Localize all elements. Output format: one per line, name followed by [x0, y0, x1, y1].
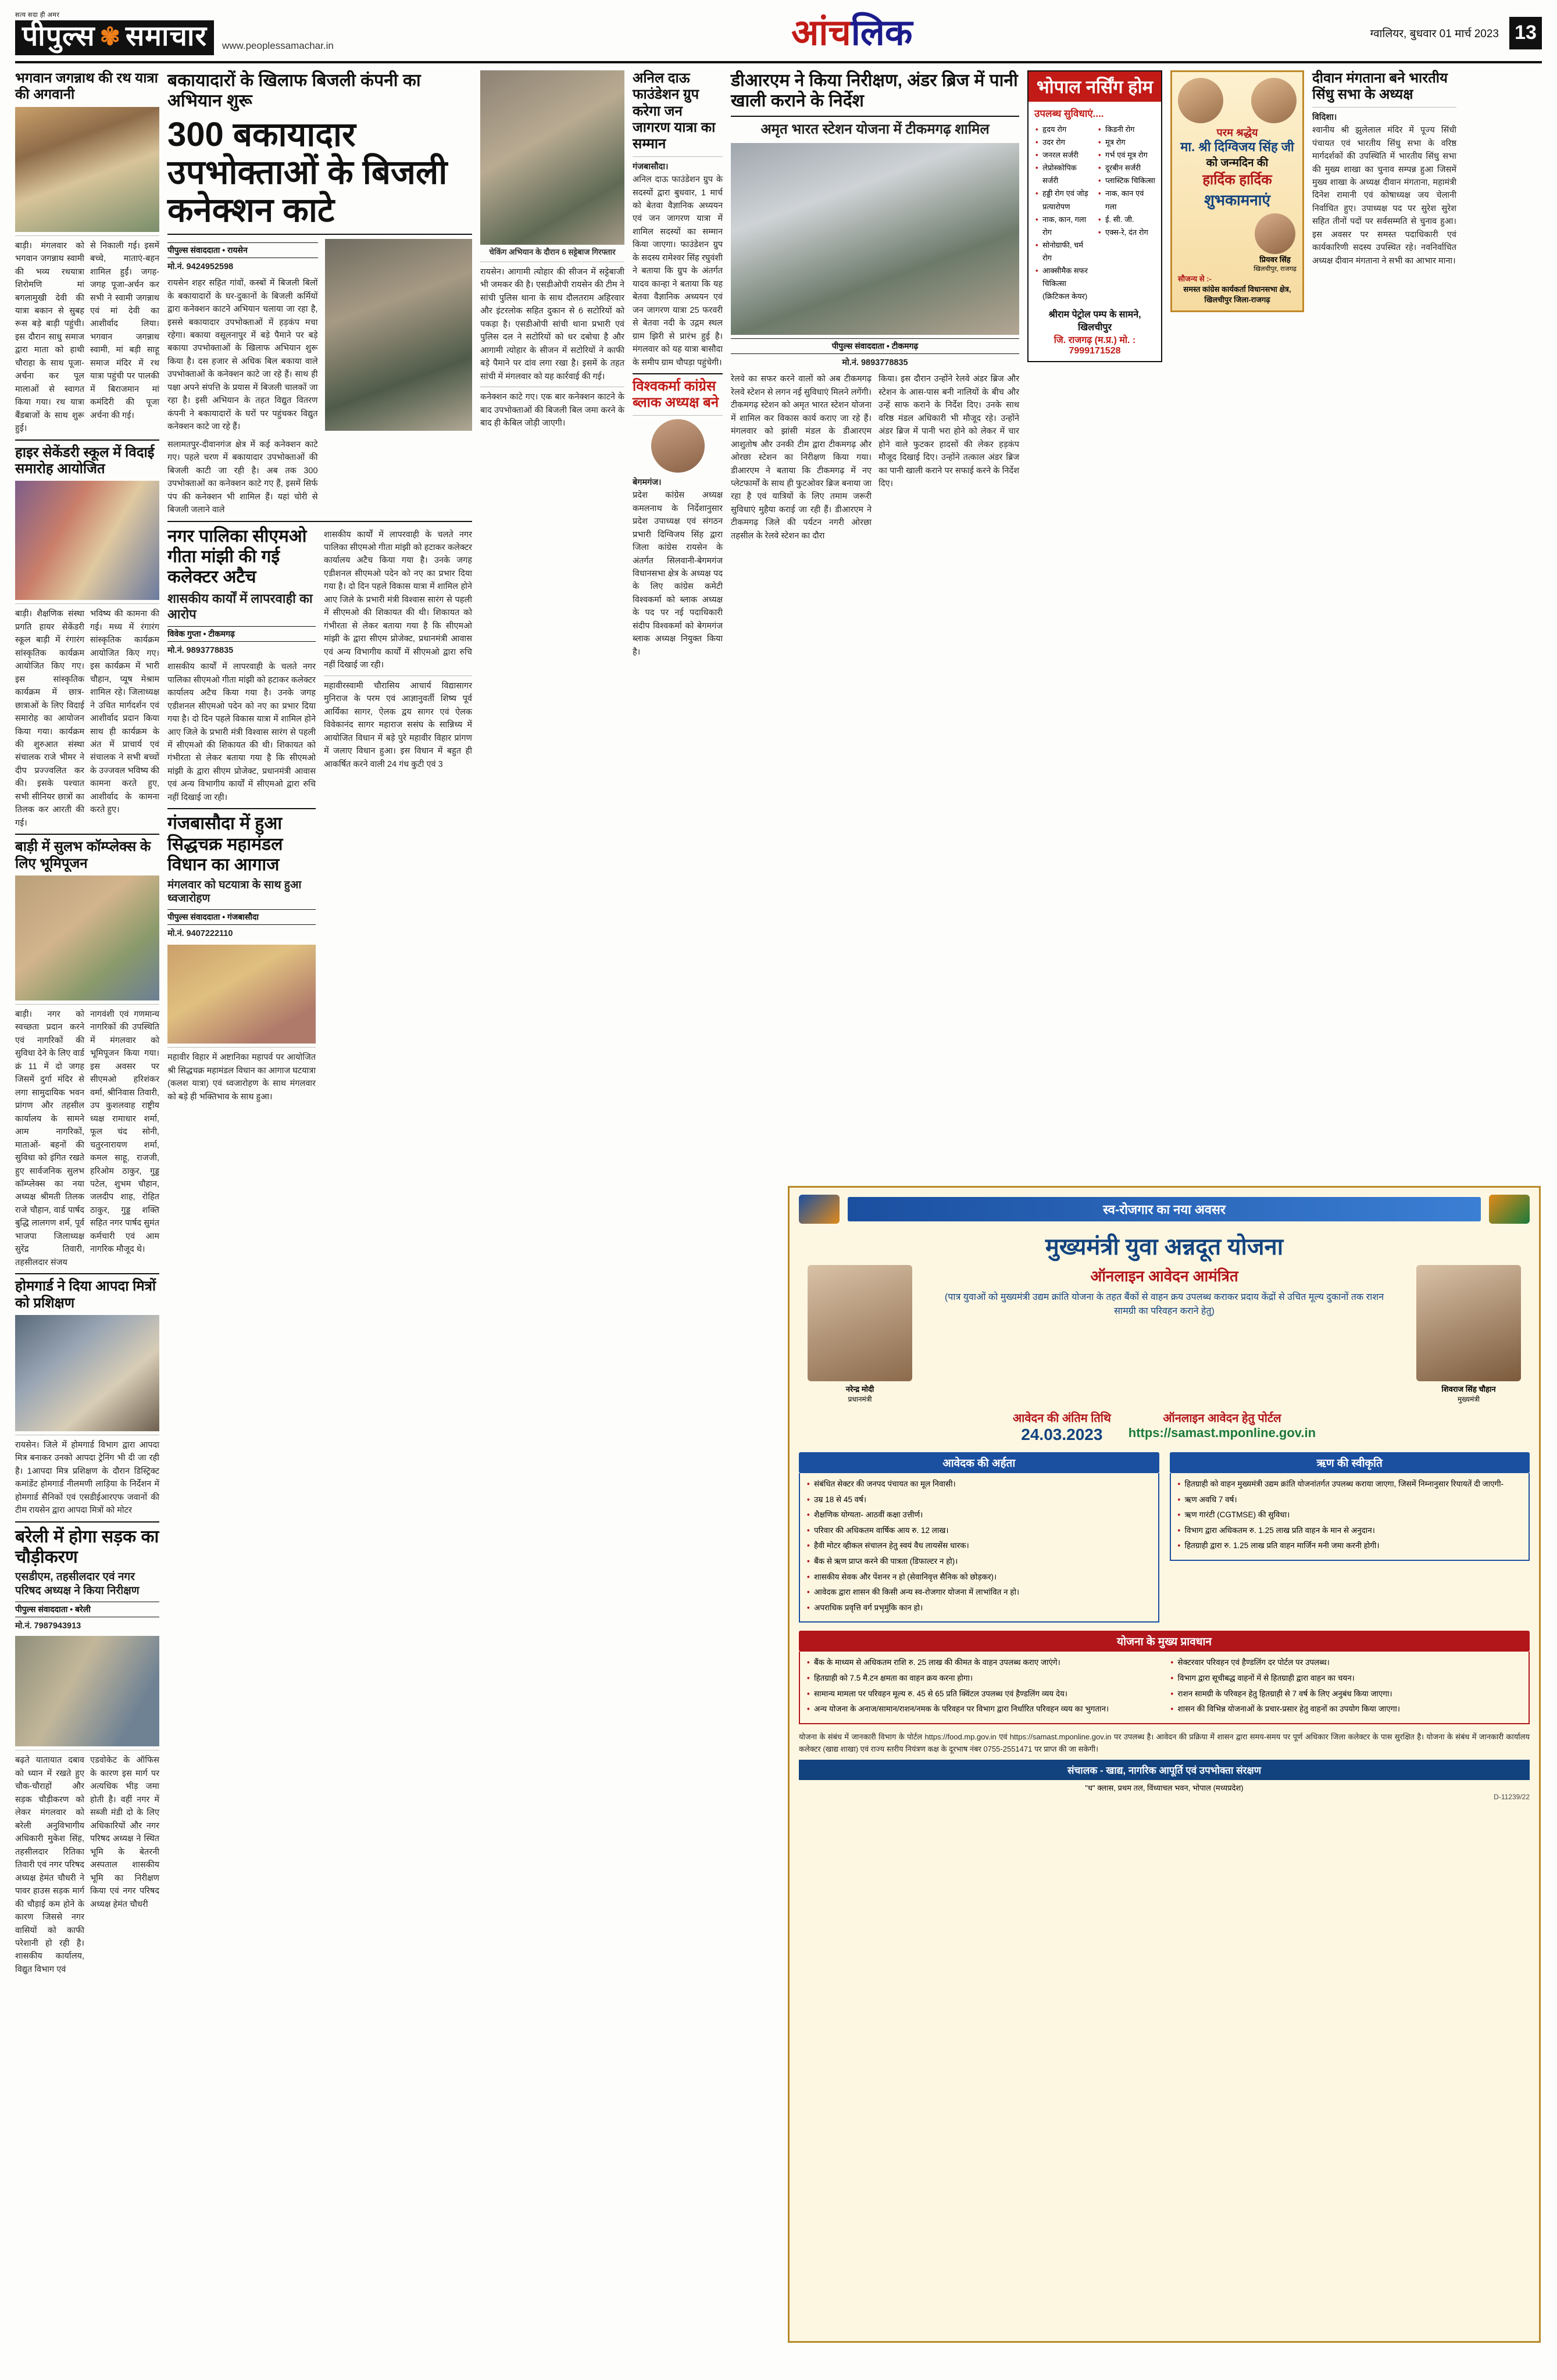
- column-4: [480, 70, 624, 2361]
- cm-name: शिवराज सिंह चौहान: [1441, 1385, 1496, 1393]
- subheadline: मंगलवार को घटयात्रा के साथ हुआ ध्वजारोहण: [167, 878, 302, 905]
- kicker: बकायादारों के खिलाफ बिजली कंपनी का अभियान शुरू: [167, 71, 421, 111]
- ad-service-item: • हड्डी रोग एवं जोड़ प्रत्यारोपण: [1042, 187, 1092, 213]
- eligibility-box-header: आवेदक की अर्हता: [799, 1452, 1159, 1473]
- ad-service-item: • सोनोग्राफी, चर्म रोग: [1042, 239, 1092, 265]
- byline: पीपुल्स संवाददाता • टीकमगढ़: [731, 338, 1019, 354]
- loan-box-body: [1170, 1473, 1530, 1561]
- body-text-2: नागवंशी एवं गणमान्य नागरिकों की उपस्थिति में मंगलवार को भूमिपूजन किया गया। इस अवसर पर सीएमओ हरिशंकर वर्मा, श्रीनिवास तिवारी, उप कुशलवाह राष्ट्रीय ध्यक्ष रामाधार शर्मा, फूल चंद सोनी, चतुरनारायण शर्मा, कमल साहू, राजजी, हरिओम ठाकुर, गुड्ड पटेल, शुभम चौहान, जलदीप शाह, रोहित ठाकुर, गुड्ड शक्ति सहित नगर पार्षद सुमंत कर्मचारी एवं आम नागरिक मौजूद थे।: [90, 1009, 159, 1255]
- deadline-value: 24.03.2023: [1021, 1425, 1103, 1443]
- headline: होमगार्ड ने दिया आपदा मित्रों को प्रशिक्षण: [15, 1278, 156, 1311]
- headline: बरेली में होगा सड़क का चौड़ीकरण: [15, 1527, 159, 1567]
- portrait-right: [1251, 78, 1297, 123]
- sponsor-text: समस्त कांग्रेस कार्यकर्ता विधानसभा क्षेत्र, खिलचीपुर जिला-राजगढ़: [1183, 285, 1291, 305]
- body-text: शासकीय कार्यों में लापरवाही के चलते नगर पालिका सीएमओ गीता मांझी को हटाकर कलेक्टर कार्यालय अटैच किया गया है। उनके जगह एडीशनल सीएमओ पदेन को नए का प्रभार दिया गया है। दो दिन पहले विकास यात्रा में शामिल होने आए जिले के प्रभारी मंत्री विश्वास सारंग से पहली में सीएमओ की शिकायत की थी। शिकायत को गंभीरता से लेकर बताया गया है कि सीएमओ मांझी के द्वारा सीएम प्रोजेक्ट, प्रधानमंत्री आवास एवं अन्य विभागीय कार्यों में सीएमओ द्वारा रुचि नहीं दिखाई जा रही।: [167, 662, 316, 802]
- ad-service-item: • आक्सीमैक सफर चिकित्सा (क्रिटिकल केयर): [1042, 265, 1092, 303]
- body-text-2: एडवोकेट के ऑफिस के कारण इस मार्ग पर अत्यधिक भीड़ जमा होती है। वहीं नगर में सब्जी मंडी दो के लिए अधिकारियों और नगर परिषद अध्यक्ष ने स्थित भूमि के बेतरनी अस्पताल शासकीय भूमि का निरीक्षण किया एवं नगर परिषद अध्यक्ष हेमंत चौधरी: [90, 1756, 159, 1909]
- article-siddhachakra: [167, 813, 316, 1103]
- scheme-subtitle: ऑनलाइन आवेदन आमंत्रित: [1090, 1267, 1238, 1285]
- checking-photo: [480, 70, 624, 245]
- loan-item: • हितग्राही द्वारा रु. 1.25 लाख प्रति वाहन मार्जिन मनी जमा करनी होगी।: [1185, 1539, 1523, 1552]
- ad-service-item: • प्लास्टिक चिकित्सा: [1105, 174, 1155, 187]
- ad-services-right: [1097, 123, 1155, 303]
- ad-service-item: • नाक, कान, गला रोग: [1042, 213, 1092, 239]
- g20-logo-icon: [799, 1195, 840, 1224]
- headline: दीवान मंगताना बने भारतीय सिंधु सभा के अध्यक्ष: [1312, 70, 1448, 103]
- ad-service-item: • नाक, कान एवं गला: [1105, 187, 1155, 213]
- article-photo: [15, 481, 159, 600]
- masthead-left: [15, 10, 334, 55]
- eligibility-item: • संबंधित सेक्टर की जनपद पंचायत का मूल निवासी।: [814, 1478, 1152, 1491]
- byline: पीपुल्स संवाददाता • रायसेन: [167, 242, 318, 258]
- pm-photo: [808, 1265, 912, 1381]
- sponsor-location: खिलचीपुर, राजगढ़: [1254, 266, 1297, 273]
- provision-item: • हितग्राही को 7.5 मै.टन क्षमता का वाहन क्रय करना होगा।: [814, 1672, 1159, 1685]
- headline: अनिल दाऊ फाउंडेशन ग्रुप करेगा जन जागरण यात्रा का सम्मान: [633, 70, 716, 152]
- byline: पीपुल्स संवाददाता • गंजबासौदा: [167, 909, 316, 925]
- pm-name: नरेन्द्र मोदी: [845, 1385, 874, 1393]
- ad-birthday-greeting: [1170, 70, 1304, 312]
- provision-item: • शासन की विभिन्न योजनाओं के प्रचार-प्रसार हेतु वाहनों का उपयोग किया जाएगा।: [1178, 1703, 1523, 1716]
- provision-item: • विभाग द्वारा सूचीबद्ध वाहनों में से हितग्राही द्वारा वाहन का चयन।: [1178, 1672, 1523, 1685]
- article-anil-dau: [633, 70, 723, 369]
- body-text: महावीर विहार में अष्टानिका महापर्व पर आयोजित श्री सिद्धचक्र महामंडल विधान का आगाज घटयात्रा (कलश यात्रा) एवं ध्वजारोहण के साथ मंगलवार को बड़े ही भक्तिभाव के साथ हुआ।: [167, 1053, 316, 1102]
- edition-date: ग्वालियर, बुधवार 01 मार्च 2023: [1370, 27, 1499, 40]
- column-5: [633, 70, 723, 2361]
- ad-service-item: • दूरबीन सर्जरी: [1105, 162, 1155, 174]
- body-text: रेलवे का सफर करने वालों को अब टीकमगढ़ रेलवे स्टेशन से लगन नई सुविधाएं मिलने लगेंगी। टीकमगढ़ स्टेशन को अमृत भारत स्टेशन योजना में शामिल कर विकास कार्य कराए जा रहे हैं। मंगलवार को झांसी मंडल के डीआरएम आशुतोष और उनकी टीम द्वारा टीकमगढ़ और ओरछा स्टेशन का निरीक्षण किया गया। डीआरएम ने बताया कि टीकमगढ़ में नए प्लेटफार्मों के साथ ही फुटओवर ब्रिज बनाया जा रहा है एवं यात्रियों के लिए तमाम जरूरी सुविधाएं मुहैया कराई जा रही हैं। डीआरएम ने टीकमगढ़ जिले की पर्यटन नगरी ओरछा तहसील के रेलवे स्टेशन का दौरा: [731, 374, 872, 541]
- scheme-title: मुख्यमंत्री युवा अन्नदूत योजना: [1045, 1234, 1284, 1260]
- scheme-issuer-address: "ध" क्लास, प्रथम तल, विंध्याचल भवन, भोपाल (मध्यप्रदेश): [1085, 1784, 1244, 1793]
- eligibility-item: • परिवार की अधिकतम वार्षिक आय रु. 12 लाख।: [814, 1524, 1152, 1537]
- ad-services-left: [1034, 123, 1092, 303]
- headline: गंजबासौदा में हुआ सिद्धचक्र महामंडल विधान का आगाज: [167, 814, 283, 875]
- article-photo: [15, 1315, 159, 1431]
- article-photo: [15, 1636, 159, 1746]
- provision-item: • राशन सामग्री के परिवहन हेतु हितग्राही से 7 वर्ष के लिए अनुबंध किया जाएगा।: [1178, 1688, 1523, 1700]
- brand-part-red: आंच: [791, 12, 851, 53]
- dateline: विदिशा।: [1312, 112, 1337, 122]
- ad-service-item: • जनरल सर्जरी: [1042, 149, 1092, 162]
- eligibility-box-body: [799, 1473, 1159, 1623]
- ad-address-line-1: श्रीराम पेट्रोल पम्प के सामने, खिलचीपुर: [1048, 310, 1141, 333]
- logo-text-2: समाचार: [125, 21, 207, 52]
- ad-subtitle: उपलब्ध सुविधाएं....: [1034, 108, 1104, 119]
- masthead-right: [1370, 17, 1542, 49]
- eligibility-item: • हैवी मोटर व्हीकल संचालन हेतु स्वयं वैध लायसेंस धारक।: [814, 1539, 1152, 1552]
- ad-service-item: • किडनी रोग: [1105, 123, 1155, 136]
- body-text-2: सलामतपुर-दीवानगंज क्षेत्र में कई कनेक्शन काटे गए। पहले चरण में बकायादार उपभोक्ताओं की बिजली काटी जा रही है। अब तक 300 उपभोक्ताओं का कनेक्शन काटे गए हैं, इसमें सिर्फ पंप की कनेक्शन भी शामिल हैं। यहां चोरी से बिजली जलाने वाले: [167, 439, 318, 515]
- article-vishwakarma: [633, 378, 723, 659]
- body-text-2: से निकाली गई। इसमें बच्चे, माताएं-बहन शामिल हुईं। जगह-जगह पूजा-अर्चन कर सभी ने स्वामी जगन्नाथ एवं मां देवी का आशीर्वाद लिया। भगवान जगन्नाथ स्वामी, मां बड़ी साहू समाज मंदिर में रथ यात्रा पहुंची पर पालकी में बिराजमान मां कमंदिरी की पूजा अर्चना की गई।: [90, 241, 159, 420]
- reporter-phone: मो.नं. 9424952598: [167, 262, 234, 271]
- loan-box-header: ऋण की स्वीकृति: [1170, 1452, 1530, 1473]
- headline: भगवान जगन्नाथ की रथ यात्रा की अगवानी: [15, 70, 158, 103]
- headline: 300 बकायादार उपभोक्ताओं के बिजली कनेक्शन काटे: [167, 115, 448, 229]
- eligibility-item: • उम्र 18 से 45 वर्ष।: [814, 1493, 1152, 1506]
- edition-brand: [791, 12, 913, 53]
- azadi-logo-icon: [1489, 1195, 1530, 1224]
- website-url[interactable]: www.peoplessamachar.in: [222, 40, 334, 51]
- ad-service-item: • उदर रोग: [1042, 136, 1092, 149]
- article-photo: [15, 107, 159, 232]
- provisions-body: [799, 1652, 1530, 1724]
- greeting-line-2: मा. श्री दिग्विजय सिंह जी: [1180, 140, 1294, 154]
- loan-item: • हितग्राही को वाहन मुख्यमंत्री उद्यम क्रांति योजनांतर्गत उपलब्ध कराया जाएगा, जिसमें निम्नानुसार रियायतें दी जाएगी-: [1185, 1478, 1523, 1491]
- reporter-phone: मो.नं. 9893778835: [842, 358, 908, 367]
- article-photo: [731, 143, 1019, 335]
- sponsor-photo: [1255, 213, 1295, 254]
- body-text: बढ़ते यातायात दबाव को ध्यान में रखते हुए चौक-चौराहों और सड़क चौड़ीकरण को लेकर मंगलवार को बरेली अनुविभागीय अधिकारी मुकेश सिंह, तहसीलदार रितिका तिवारी एवं नगर परिषद अध्यक्ष हेमंत चौधरी ने पावर हाउस सड़क मार्ग की चौड़ाई कम होने के कारण जिससे नगर वासियों को काफी परेशानी हो रही है। शासकीय कार्यालय, विद्युत विभाग एवं: [15, 1756, 84, 1974]
- eligibility-item: • अपराधिक प्रवृत्ति वर्ग प्रभृमुंकि कान हो।: [814, 1602, 1152, 1614]
- article-lead-electricity: [167, 70, 472, 517]
- article-homeguard: [15, 1278, 159, 1517]
- body-text-2: भविष्य की कामना की गई। मध्य में रंगारंग सांस्कृतिक कार्यक्रम आयोजित किए गए। इस कार्यक्रम में भारी चौहान, प्यूष मेश्राम शामिल रहे। जिलाध्यक्ष ने उचित मार्गदर्शन एवं आशीर्वाद प्रदान किया साथ ही कार्यक्रम के अंत में प्राचार्य एवं संचालक ने सभी बच्चों के उज्जवल भविष्य की कामना करते हुए, आशीर्वाद के कामना करते हुए।: [90, 609, 159, 815]
- logo-text-1: पीपुल्स: [22, 21, 95, 52]
- loan-item: • विभाग द्वारा अधिकतम रु. 1.25 लाख प्रति वाहन के मान से अनुदान।: [1185, 1524, 1523, 1537]
- ad-government-scheme: [788, 1186, 1541, 2343]
- ad-service-item: • एक्स-रे, दंत रोग: [1105, 226, 1155, 239]
- subheadline: अमृत भारत स्टेशन योजना में टीकमगढ़ शामिल: [760, 121, 990, 137]
- eligibility-item: • शासकीय सेवक और पेंशनर न हो (सेवानिवृत्त सैनिक को छोड़कर)।: [814, 1571, 1152, 1584]
- body-text-2: किया। इस दौरान उन्होंने रेलवे अंडर ब्रिज और स्टेशन के आस-पास बनी नालियों के बीच और उन्हें साफ कराने के निर्देश दिए। उनके साथ वरिष्ठ मंडल अधिकारी भी मौजूद रहे। उन्होंने अंडर ब्रिज में पानी भरा होने को लेकर में चार होने वाले फुटकर हादसों की लेकर हड़कंप मौजूद दिखाई दिए। उन्होंने तत्काल अंडर ब्रिज का पानी खाली कराने पर सफाई करने के निर्देश दिए।: [879, 374, 1019, 488]
- article-rath-yatra: [15, 70, 159, 435]
- body-text: रायसेन शहर सहित गांवों, कस्बों में बिजली बिलों के बकायादारों के घर-दुकानों के बिजली कर्मियों द्वारा कनेक्शन काटने अभियान चलाया जा रहा है, इससे बकायादार उपभोक्ताओं में हड़कंप मचा रहेगा। बकाया वसूलनापुर में बड़े पैमाने पर बड़े बकाया उपभोक्ताओं के खिलाफ अभियान शुरू किया है। दस हजार से अधिक बिल बकाया वाले उपभोक्ताओं के कनेक्शन काटे जा रहे हैं। साथ ही पक्षा अपने संपत्ति के प्रयास में बिजली चालकों जा रहा है। इसी अभियान के तहत विद्युत वितरण कंपनी ने बकायादारों के घरों पर पहुंचकर विद्युत कनेक्शन काटे जा रहे हैं।: [167, 278, 318, 432]
- masthead: [15, 10, 1542, 63]
- brand-part-blue: लिक: [851, 12, 913, 53]
- article-bareli-road: [15, 1527, 159, 1977]
- eligibility-item: • बैंक से ऋण प्राप्त करने की पात्रता (डिफाल्टर न हो)।: [814, 1555, 1152, 1568]
- logo-wordmark: [15, 20, 214, 55]
- article-sulabh-complex: [15, 839, 159, 1269]
- column-2-3: [167, 70, 472, 2361]
- publication-logo: [15, 10, 214, 55]
- article-photo: [167, 945, 316, 1044]
- headline: बाड़ी में सुलभ कॉम्प्लेक्स के लिए भूमिपूजन: [15, 839, 151, 871]
- cm-photo: [1416, 1265, 1521, 1381]
- article-school-farewell: [15, 445, 159, 830]
- logo-flower-icon: ✾: [99, 23, 121, 50]
- ad-service-item: • हृदय रोग: [1042, 123, 1092, 136]
- checking-body-2: कनेक्शन काटे गए। एक बार कनेक्शन काटने के बाद उपभोक्ताओं की बिजली बिल जमा करने के बाद ही केबिल जोड़ी जाएगी।: [480, 392, 624, 428]
- portal-label: ऑनलाइन आवेदन हेतु पोर्टल: [1163, 1412, 1281, 1425]
- body-text: बाड़ी। मंगलवार को भगवान जगन्नाथ स्वामी की भव्य रथयात्रा शिरोमणि मां बगलामुखी देवी की यात्रा बकान से सुबह रूस बड़े बाड़ी पहुंची। इस दौरान साधु समाज द्वारा माता को हाथी चौराहा के साथ पूजा-अर्चना कर पूल मालाओं से स्वागत किया गया। रथ यात्रा बैंडबाजों के साथ शुरू हुई।: [15, 241, 84, 434]
- body-text: रायसेन। जिले में होमगार्ड विभाग द्वारा आपदा मित्र बनाकर उनको आपदा ट्रेनिंग भी दी जा रही है। 1आपदा मित्र प्रशिक्षण के दौरान डिस्ट्रिक्ट कमांडेंट होमगार्ड नीलमणी लाड़िया के निर्देशन में होमगार्ड सैनिकों एवं एसडीईआरएफ जवानों की टीम रायसेन द्वारा आपदा मित्रों को मोटर: [15, 1440, 159, 1516]
- loan-item: • ऋण अवधि 7 वर्ष।: [1185, 1493, 1523, 1506]
- portal-url[interactable]: https://samast.mponline.gov.in: [1128, 1425, 1316, 1440]
- reporter-phone: मो.नं. 7987943913: [15, 1621, 81, 1631]
- subheadline: शासकीय कार्यों में लापरवाही का आरोप: [167, 591, 313, 622]
- sponsor-label: सौजन्य से :-: [1178, 274, 1212, 284]
- reporter-phone: मो.नं. 9893778835: [167, 645, 234, 655]
- body-text: अनिल दाऊ फाउंडेशन ग्रुप के सदस्यों द्वारा बुधवार, 1 मार्च को बेतवा वैज्ञानिक अध्ययन एवं जन जागरण यात्रा में शामिल सदस्यों का सम्मान किया जाएगा। फाउंडेशन ग्रुप के सदस्य रामेश्वर सिंह रघुवंशी ने बताया कि ग्रुप के अंतर्गत यादव कान्हा ने बताया कि यह बेतवा वैज्ञानिक अध्ययन एवं जन जागरण यात्रा 25 फरवरी से बेतवा नदी के उद्गम स्थल ग्राम झिरी से प्रारंभ हुई है। मंगलवार को यह यात्रा बासौदा के समीप ग्राम चौपड़ा पहुंचेगी।: [633, 175, 723, 367]
- person-photo: [651, 419, 705, 473]
- article-photo: [15, 875, 159, 1000]
- article-drm-inspection: [731, 70, 1019, 542]
- loan-item: • ऋण गारंटी (CGTMSE) की सुविधा।: [1185, 1509, 1523, 1521]
- body-text: बाड़ी। शैक्षणिक संस्था प्रगति हायर सेकेंडरी स्कूल बाड़ी में रंगारंग सांस्कृतिक कार्यक्रम आयोजित किए गए। इस सांस्कृतिक कार्यक्रम में छात्र-छात्राओं के लिए विदाई समारोह का आयोजन किया गया। कार्यक्रम की शुरुआत संस्था संचालक राजे भीमर ने दीप प्रज्ज्वलित कर की। इसके पश्चात सभी सीनियर छात्रों का तिलक कर आरती की गई।: [15, 609, 84, 828]
- logo-tagline: सत्य सदा ही अमर: [15, 12, 60, 19]
- ad-nursing-home: [1027, 70, 1162, 362]
- greeting-line-5: शुभकामनाएं: [1204, 191, 1270, 209]
- scheme-banner: स्व-रोजगार का नया अवसर: [848, 1197, 1481, 1221]
- photo-caption: चेकिंग अभियान के दौरान 6 सट्टेबाज गिरफ्तार: [489, 248, 616, 256]
- provision-item: • सेक्टरवार परिवहन एवं हैण्डलिंग दर पोर्टल पर उपलब्ध।: [1178, 1656, 1523, 1669]
- body-text: बाड़ी। नगर को स्वच्छता प्रदान करने एवं नागरिकों की सुविधा देने के लिए वार्ड क्रं 11 में दो जगह जिसमें दुर्गा मंदिर से लगा सामुदायिक भवन प्रांगण और तहसील कार्यालय के सामने आम नागरिकों, माताओं- बहनों की सुविधा को इंगित रखते हुए सार्वजनिक सुलभ कॉम्प्लेक्स का नया अध्यक्ष श्रीमती तिलक राजे चौहान, वार्ड पार्षद बुद्धि लालगण शर्म, पूर्व भाजपा जिलाध्यक्ष सुरेंद्र तिवारी, तहसीलदार संजय: [15, 1009, 84, 1267]
- byline: पीपुल्स संवाददाता • बरेली: [15, 1602, 159, 1617]
- edition-brand-text: [791, 12, 913, 53]
- dateline: बेगमगंज।: [633, 477, 662, 487]
- provisions-header: योजना के मुख्य प्रावधान: [799, 1631, 1530, 1652]
- greeting-line-4: हार्दिक हार्दिक: [1202, 172, 1272, 188]
- article-photo: [325, 239, 472, 431]
- scheme-note: (पात्र युवाओं को मुख्यमंत्री उद्यम क्रांति योजना के तहत बैंकों से वाहन क्रय उपलब्ध कराकर प्रदाय केंद्रों से उचित मूल्य दुकानों तक राशन सामग्री का परिवहन कराने हेतु): [944, 1292, 1384, 1316]
- dateline: गंजबासौदा।: [633, 162, 669, 171]
- body-text-continued-2: महावीरस्वामी चौरासिय आचार्य विद्यासागर मुनिराज के परम एवं आज्ञानुवर्ती शिष्य पूर्व आर्यिका सागर, ऐलक द्वय सागर एवं ऐलक विवेकानंद सागर महाराज ससंघ के सान्निध्य में आयोजित विधान में बड़े पुरे महावीर विहार प्रांगण में जलाए विधान हुआ। इस विधान में बहुत ही आकर्षित करने वाली 24 गंध कुटी एवं 3: [324, 681, 472, 769]
- provision-item: • अन्य योजना के अनाज/सामान/राशन/नमक के परिवहन पर विभाग द्वारा निर्धारित परिवहन व्यय का भुगतान।: [814, 1703, 1159, 1716]
- ad-service-item: • लेप्रोस्कोपिक सर्जरी: [1042, 162, 1092, 187]
- ad-service-item: • गर्भ एवं मूत्र रोग: [1105, 149, 1155, 162]
- headline: नगर पालिका सीएमओ गीता मांझी की गई कलेक्टर अटैच: [167, 526, 307, 587]
- ad-title: भोपाल नर्सिंग होम: [1029, 72, 1161, 102]
- provision-item: • सामान्य मामला पर परिवहन मूल्य रु. 45 से 65 प्रति क्विंटल उपलब्ध एवं हैण्डलिंग व्यय देय।: [814, 1688, 1159, 1700]
- byline: विवेक गुप्ता • टीकमगढ़: [167, 626, 316, 642]
- provision-item: • बैंक के माध्यम से अधिकतम राशि रु. 25 लाख की कीमत के वाहन उपलब्ध कराए जाएंगे।: [814, 1656, 1159, 1669]
- checking-body: रायसेन। आगामी त्योहार की सीजन में सट्टेबाजी भी जमकर की है। एसडीओपी रायसेन की टीम ने सांची पुलिस थाना के साथ दौलतराम अहिरवार और इंटरलोक सहित दुकान से 6 सटोरियों को पकड़ा है। एसडीओपी सांची थाना प्रभारी एवं पुलिस दल ने सटोरियों को धर दबोचा है और आगामी त्योहार के सीजन में सटोरियों ने काफी बड़े पैमाने पर दांव लगा रखा है। इसमें के तहत सांची में मंगलवार को यह कार्रवाई की गई।: [480, 267, 624, 381]
- ad-service-item: • मूत्र रोग: [1105, 136, 1155, 149]
- ad-code: D-11239/22: [1494, 1793, 1530, 1802]
- column-1: [15, 70, 159, 2361]
- greeting-line-1: परम श्रद्धेय: [1216, 127, 1258, 138]
- headline: विश्वकर्मा कांग्रेस ब्लाक अध्यक्ष बने: [633, 378, 719, 411]
- scheme-issuer: संचालक - खाद्य, नागरिक आपूर्ति एवं उपभोक्ता संरक्षण: [799, 1760, 1530, 1780]
- greeting-line-3: को जन्मदिन की: [1206, 157, 1269, 170]
- article-cmo-attached: [167, 526, 316, 805]
- body-text: श्वानीय श्री झुलेलाल मंदिर में पूज्य सिंधी पंचायत एवं भारतीय सिंधु सभा के वरिष्ठ मार्गदर्शकों की उपस्थिति में भारतीय सिंधु सभा की मुख्य शाखा का चुनाव सम्पन्न हुआ जिसमें मुख्य शाखा के अध्यक्ष दीवान मंगताना, महामंत्री दिनेश रामानी एवं कोषाध्यक्ष जय चेलानी निर्वाचित हुए। उपाध्यक्ष पद पर सुरेश सुरेश सहित तीनों पदों पर सर्वसम्मति से चुनाव हुआ। इस अवसर पर समस्त पदाधिकारी एवं कार्यकारिणी सदस्य उपस्थित रहे। नवनिर्वाचित अध्यक्ष दीवान मंगताना ने सभी का आभार माना।: [1312, 126, 1456, 266]
- sponsor-name: प्रियवर सिंह: [1259, 255, 1291, 265]
- headline: हाइर सेकेंडरी स्कूल में विदाई समारोह आयोजित: [15, 444, 155, 477]
- eligibility-item: • शैक्षणिक योग्यता- आठवीं कक्षा उत्तीर्ण।: [814, 1509, 1152, 1521]
- page-number: 13: [1509, 17, 1542, 49]
- eligibility-item: • आवेदक द्वारा शासन की किसी अन्य स्व-रोजगार योजना में लाभांवित न हो।: [814, 1586, 1152, 1599]
- body-text-continued: शासकीय कार्यों में लापरवाही के चलते नगर पालिका सीएमओ गीता मांझी को हटाकर कलेक्टर कार्यालय अटैच किया गया है। उनके जगह एडीशनल सीएमओ पदेन को नए का प्रभार दिया गया है। दो दिन पहले विकास यात्रा में शामिल होने आए जिले के प्रभारी मंत्री विश्वास सारंग से पहली में सीएमओ की शिकायत की थी। शिकायत को गंभीरता से लेकर बताया गया है कि सीएमओ मांझी के द्वारा सीएम प्रोजेक्ट, प्रधानमंत्री आवास एवं अन्य विभागीय कार्यों में सीएमओ द्वारा रुचि नहीं दिखाई जा रही।: [324, 530, 472, 670]
- article-sindhu-sabha: [1312, 70, 1456, 267]
- scheme-footnote: योजना के संबंध में जानकारी विभाग के पोर्टल https://food.mp.gov.in एवं https://samast.mponline.gov.in पर उपलब्ध है। आवेदन की प्रक्रिया में शासन द्वारा समय-समय पर पूर्ण अधिकार जिला कलेक्टर के पास सुरक्षित है। योजना के संबंध में जानकारी कार्यालय कलेक्टर (खाद्य शाखा) एवं राज्य स्तरीय नियंत्रण कक्ष के दूरभाष नंबर 0755-2551471 पर प्राप्त की जा सकेगी।: [799, 1732, 1530, 1753]
- cm-title: मुख्यमंत्री: [1457, 1395, 1480, 1403]
- ad-service-item: • ई. सी. जी.: [1105, 213, 1155, 226]
- pm-title: प्रधानमंत्री: [848, 1395, 872, 1403]
- body-text: प्रदेश कांग्रेस अध्यक्ष कमलनाथ के निर्देशानुसार प्रदेश उपाध्यक्ष एवं संगठन प्रभारी दिग्विजय सिंह द्वारा जिला कांग्रेस रायसेन के अंतर्गत सिलवानी-बेगमगंज विधानसभा क्षेत्र के अध्यक्ष पद के लिए कांग्रेस कमेटी विश्वकर्मा को ब्लाक अध्यक्ष के पद पर नई पदाधिकारी संदीप विश्वकर्मा को बेगमगंज ब्लाक अध्यक्ष नियुक्त किया है।: [633, 491, 723, 657]
- reporter-phone: मो.नं. 9407222110: [167, 929, 233, 939]
- ad-address-line-2[interactable]: जि. राजगढ़ (म.प्र.) मो. : 7999171528: [1054, 335, 1136, 356]
- portrait-left: [1178, 78, 1223, 123]
- deadline-label: आवेदन की अंतिम तिथि: [1012, 1412, 1111, 1425]
- headline: डीआरएम ने किया निरीक्षण, अंडर ब्रिज में पानी खाली कराने के निर्देश: [731, 71, 1018, 111]
- subheadline: एसडीएम, तहसीलदार एवं नगर परिषद अध्यक्ष ने किया निरीक्षण: [15, 1571, 140, 1598]
